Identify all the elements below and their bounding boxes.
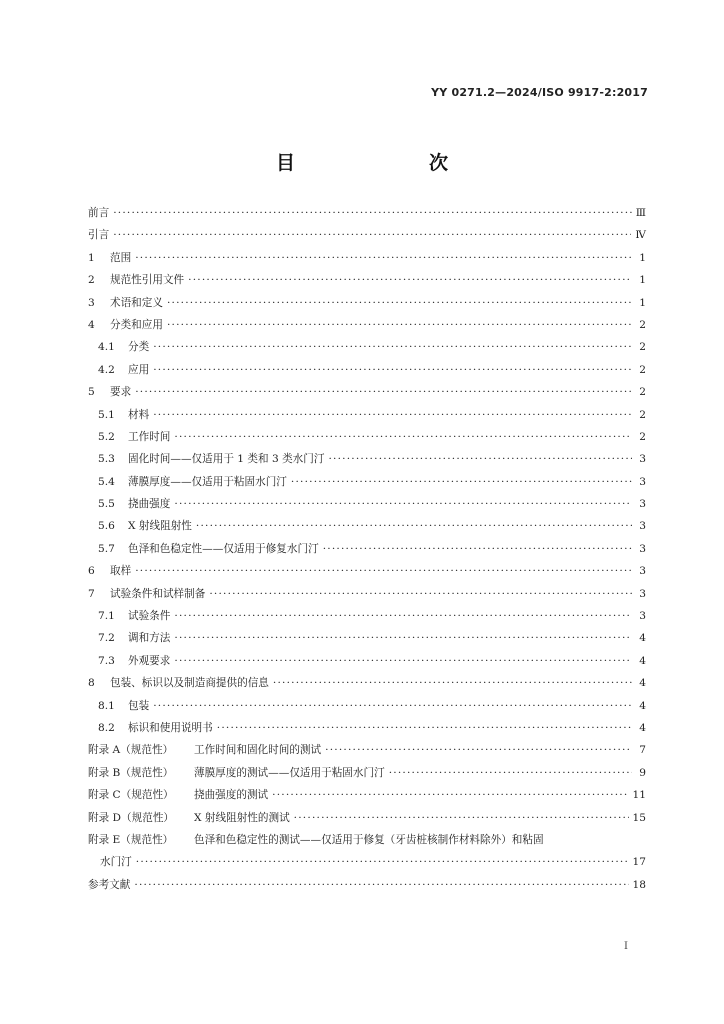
toc-entry-page: 3 [639, 587, 646, 600]
dot-leader [153, 341, 632, 353]
toc-entry[interactable] [88, 787, 646, 809]
toc-entry-number: 1 [88, 251, 95, 264]
toc-entry-page: 2 [639, 341, 646, 354]
page-number: Ⅰ [624, 941, 628, 952]
toc-entry[interactable] [88, 295, 646, 317]
toc-entry-number: 3 [88, 296, 95, 309]
toc-entry[interactable] [88, 451, 646, 473]
toc-entry-page: 2 [639, 318, 646, 331]
toc-entry-page: 3 [639, 475, 646, 488]
toc-entry[interactable] [88, 810, 646, 832]
dot-leader [323, 543, 632, 555]
toc-entry-label: 外观要求 [128, 654, 171, 667]
toc-entry[interactable] [88, 653, 646, 675]
toc-entry-page: 3 [639, 498, 646, 511]
toc-entry-page: 2 [639, 363, 646, 376]
toc-entry-number: 附录 A（规范性） [88, 744, 174, 757]
dot-leader [217, 722, 632, 734]
toc-entry[interactable] [88, 317, 646, 339]
toc-entry-page: 17 [632, 856, 646, 869]
dot-leader [174, 632, 632, 644]
toc-entry-label: 分类 [128, 341, 150, 354]
dot-leader [113, 229, 631, 241]
dot-leader [167, 297, 632, 309]
dot-leader [174, 610, 632, 622]
toc-entry-number: 附录 B（规范性） [88, 766, 174, 779]
dot-leader [325, 744, 632, 756]
toc-entry-label: 引言 [88, 229, 110, 242]
dot-leader [136, 856, 629, 868]
dot-leader [153, 700, 632, 712]
toc-entry-label: 前言 [88, 207, 110, 219]
toc-entry-label: 色泽和色稳定性的测试——仅适用于修复（牙齿桩核制作材料除外）和粘固 [194, 833, 544, 846]
toc-entry-page: 2 [639, 408, 646, 421]
toc-entry-page: 3 [639, 565, 646, 578]
toc-entry-number: 5.7 [98, 542, 115, 555]
toc-entry-page: 1 [639, 251, 646, 264]
toc-entry-number: 7.2 [98, 632, 115, 645]
dot-leader [328, 453, 632, 465]
toc-entry-label: 取样 [110, 565, 132, 578]
dot-leader [174, 498, 632, 510]
toc-entry-label: 包装、标识以及制造商提供的信息 [110, 677, 269, 690]
toc-entry-label: 水门汀 [100, 856, 132, 869]
dot-leader [167, 319, 632, 331]
toc-entry-page: 3 [639, 542, 646, 555]
toc-entry[interactable] [88, 518, 646, 540]
toc-entry-label: 参考文献 [88, 878, 131, 891]
dot-leader [174, 655, 632, 667]
toc-entry-number: 8 [88, 677, 95, 690]
toc-entry[interactable] [88, 339, 646, 361]
toc-entry-page: 18 [632, 878, 646, 891]
dot-leader [134, 879, 628, 891]
toc-entry-number: 5.4 [98, 475, 115, 488]
toc-entry-number: 4.2 [98, 363, 115, 376]
toc-entry-label: 挠曲强度的测试 [194, 789, 269, 802]
toc-entry-label: 要求 [110, 386, 132, 399]
dot-leader [273, 677, 632, 689]
toc-entry-page: 1 [639, 274, 646, 287]
toc-entry-number: 5.1 [98, 408, 115, 421]
toc-entry[interactable] [88, 832, 646, 854]
toc-entry[interactable] [88, 586, 646, 608]
toc-entry-page: 15 [632, 811, 646, 824]
toc-entry-page: 2 [639, 430, 646, 443]
toc-entry-label: 标识和使用说明书 [128, 721, 213, 734]
dot-leader [113, 207, 632, 219]
toc-entry-label: 包装 [128, 699, 150, 712]
toc-entry-label: 术语和定义 [110, 296, 163, 309]
page-title: 目 次 [275, 152, 480, 174]
toc-entry-label: 应用 [128, 363, 150, 376]
toc-entry[interactable] [88, 474, 646, 496]
toc-entry-page: 11 [632, 789, 646, 802]
toc-entry[interactable] [88, 362, 646, 384]
dot-leader [153, 409, 632, 421]
toc-entry-page: 9 [639, 766, 646, 779]
toc-entry[interactable] [88, 720, 646, 742]
toc-entry[interactable] [88, 272, 646, 294]
toc-entry-label: 调和方法 [128, 632, 171, 645]
standard-code: YY 0271.2—2024/ISO 9917-2:2017 [431, 86, 648, 99]
toc-entry-label: X 射线阻射性的测试 [194, 811, 290, 824]
toc-entry-label: X 射线阻射性 [128, 520, 192, 533]
toc-entry-label: 试验条件和试样制备 [110, 587, 206, 600]
dot-leader [209, 588, 632, 600]
toc-entry[interactable] [88, 407, 646, 429]
toc-entry-number: 8.2 [98, 721, 115, 734]
toc-entry[interactable] [88, 765, 646, 787]
dot-leader [135, 386, 632, 398]
toc-entry-label: 试验条件 [128, 610, 171, 623]
toc-entry-page: 4 [639, 677, 646, 690]
toc-entry-page: 7 [639, 744, 646, 757]
toc-entry[interactable] [88, 608, 646, 630]
toc-entry-number: 7 [88, 587, 95, 600]
table-of-contents [88, 205, 646, 899]
dot-leader [174, 431, 632, 443]
toc-entry[interactable] [88, 675, 646, 697]
dot-leader [389, 767, 632, 779]
toc-entry-label: 工作时间 [128, 430, 171, 443]
dot-leader [272, 789, 628, 801]
toc-entry-number: 4 [88, 318, 95, 331]
toc-entry-label: 范围 [110, 251, 132, 264]
toc-entry[interactable] [88, 877, 646, 899]
toc-entry[interactable] [88, 429, 646, 451]
toc-entry-number: 附录 E（规范性） [88, 833, 174, 846]
toc-entry-label: 薄膜厚度的测试——仅适用于粘固水门汀 [194, 766, 385, 779]
toc-entry-number: 8.1 [98, 699, 115, 712]
toc-entry-number: 附录 C（规范性） [88, 789, 174, 802]
toc-entry[interactable] [88, 205, 646, 227]
toc-entry[interactable] [88, 630, 646, 652]
toc-entry-number: 4.1 [98, 341, 115, 354]
toc-entry-number: 7.1 [98, 610, 115, 623]
toc-entry-page: 4 [639, 721, 646, 734]
dot-leader [196, 520, 632, 532]
toc-entry-page: 1 [639, 296, 646, 309]
toc-entry-page: Ⅳ [635, 229, 646, 242]
toc-entry-label: 分类和应用 [110, 318, 163, 331]
toc-entry[interactable] [88, 250, 646, 272]
toc-entry-label: 规范性引用文件 [110, 274, 185, 287]
toc-entry-number: 2 [88, 274, 95, 287]
toc-entry[interactable] [88, 496, 646, 518]
toc-entry[interactable] [88, 698, 646, 720]
toc-entry[interactable] [88, 742, 646, 764]
dot-leader [294, 812, 629, 824]
toc-entry-page: 4 [639, 632, 646, 645]
dot-leader [135, 565, 632, 577]
toc-entry-number: 5.6 [98, 520, 115, 533]
dot-leader [153, 364, 632, 376]
toc-entry[interactable] [88, 384, 646, 406]
dot-leader [188, 274, 632, 286]
toc-entry[interactable] [88, 227, 646, 249]
toc-entry-page: 4 [639, 654, 646, 667]
toc-entry-label: 固化时间——仅适用于 1 类和 3 类水门汀 [128, 453, 325, 466]
toc-entry-number: 5.2 [98, 430, 115, 443]
toc-entry-page: 3 [639, 520, 646, 533]
toc-entry-page: 4 [639, 699, 646, 712]
toc-entry-label: 薄膜厚度——仅适用于粘固水门汀 [128, 475, 287, 488]
toc-entry-number: 6 [88, 565, 95, 578]
toc-entry-page: 3 [639, 453, 646, 466]
toc-entry-number: 7.3 [98, 654, 115, 667]
toc-entry-number: 5 [88, 386, 95, 399]
toc-entry-number: 附录 D（规范性） [88, 811, 175, 824]
dot-leader [291, 476, 632, 488]
toc-entry[interactable] [88, 541, 646, 563]
toc-entry[interactable] [88, 563, 646, 585]
toc-entry-page: 2 [639, 386, 646, 399]
toc-entry-label: 挠曲强度 [128, 498, 171, 511]
toc-entry-label: 材料 [128, 408, 150, 421]
toc-entry-number: 5.5 [98, 498, 115, 511]
toc-entry-label: 工作时间和固化时间的测试 [194, 744, 322, 757]
toc-entry-label: 色泽和色稳定性——仅适用于修复水门汀 [128, 542, 319, 555]
toc-entry-page: 3 [639, 610, 646, 623]
toc-entry[interactable] [88, 854, 646, 876]
toc-entry-page: Ⅲ [635, 207, 646, 219]
toc-entry-number: 5.3 [98, 453, 115, 466]
dot-leader [135, 252, 632, 264]
